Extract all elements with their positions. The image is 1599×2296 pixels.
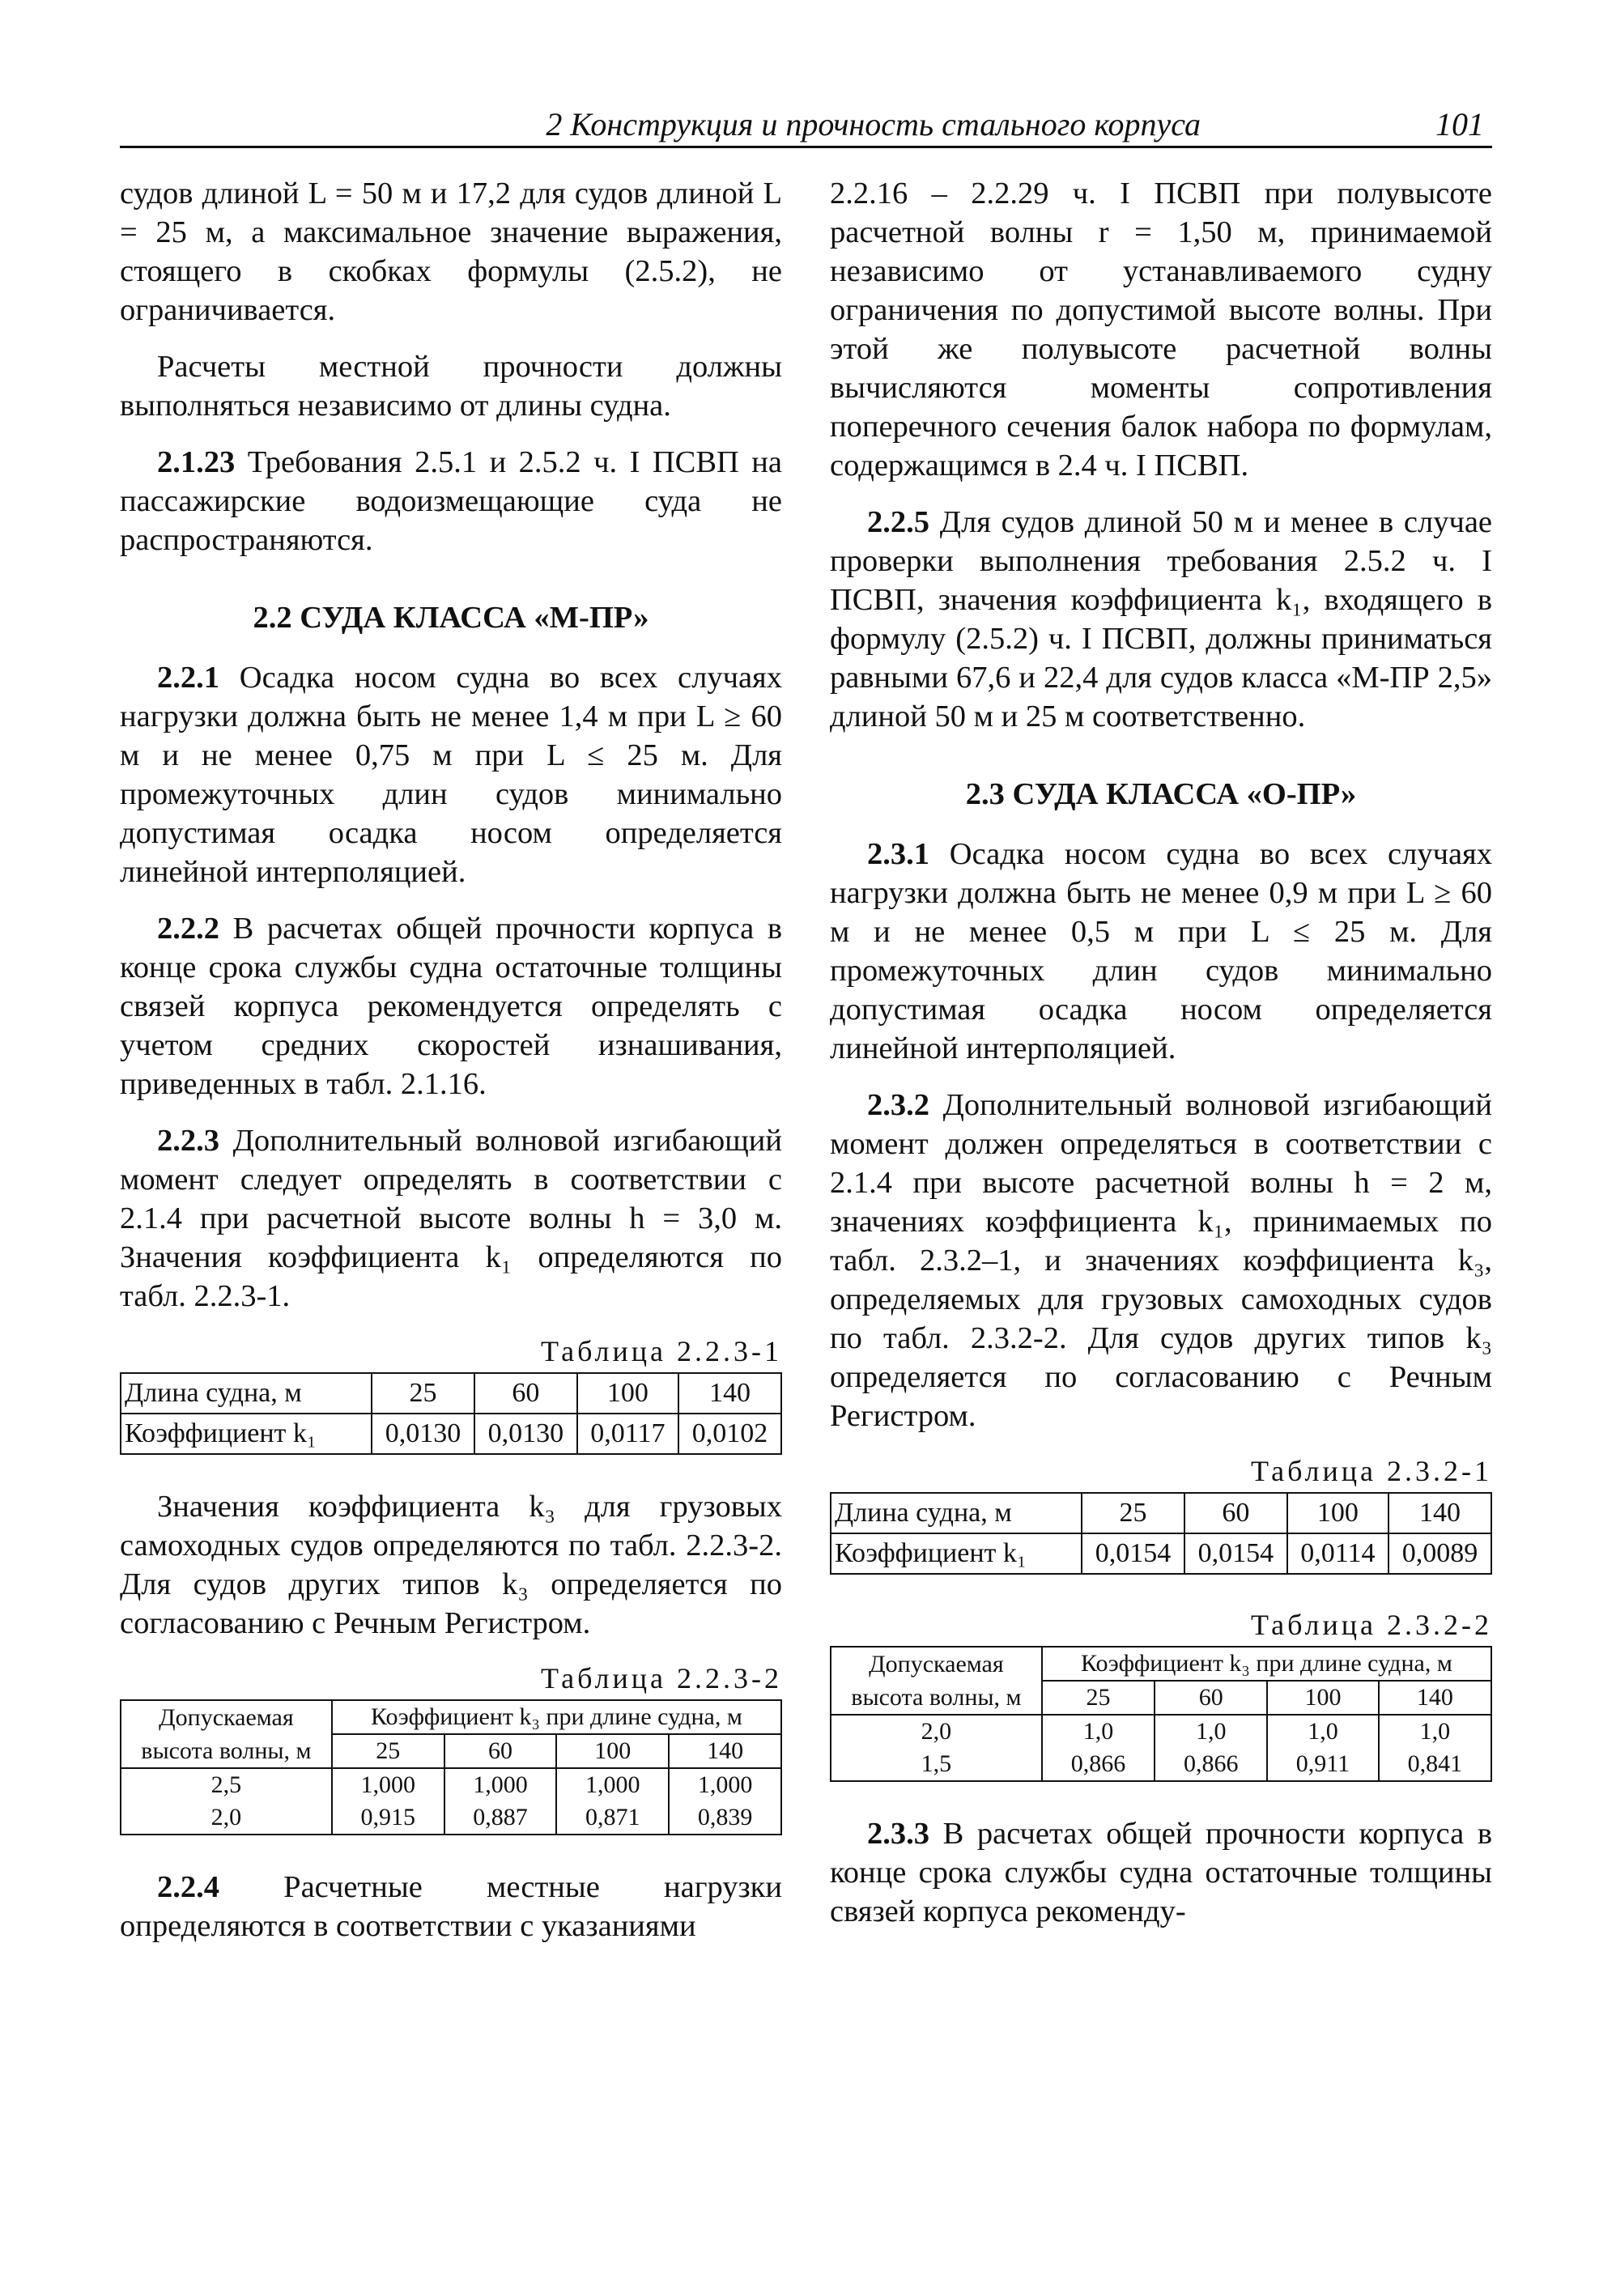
clause-2-2-3 [120,1121,782,1316]
table-cell: 0,0114 [1287,1533,1388,1574]
table-cell: 1,0 [1155,1715,1267,1748]
header-cell: 60 [444,1734,557,1768]
table-header-row [121,1734,781,1768]
table-cell: 2,5 [121,1768,332,1801]
table-row [831,1533,1491,1574]
clause-2-3-1 [830,835,1492,1068]
table-caption: Таблица 2.2.3-2 [541,1662,782,1694]
header-cell: высота волны, м [121,1734,332,1768]
header-cell: Допускаемая [831,1647,1042,1681]
table-header-row [121,1700,781,1734]
table-cell: 100 [577,1373,678,1414]
clause-2-1-23 [120,443,782,559]
table-cell: 1,0 [1379,1715,1491,1748]
clause-text: Дополнительный волновой изгибающий момент должен определяться в соответствии с 2.1.4 при высоте расчетной волны h = 2 м, значениях коэффициента k₁, принимаемых по табл. 2.3.2–1, и значениях коэффициента k₃, определяемых для грузовых самоходных судов по табл. 2.3.2-2. Для судов других типов k₃ определяется по согласованию с Речным Регистром. [830,1088,1492,1433]
clause-2-2-2 [120,909,782,1103]
table-row [831,1715,1491,1748]
table-cell: 2,0 [831,1715,1042,1748]
clause-number: 2.2.3 [157,1124,219,1158]
header-cell: высота волны, м [831,1681,1042,1715]
table-cell: 100 [1287,1493,1388,1533]
page-number: 101 [1435,106,1484,142]
table-row [121,1373,781,1414]
table-cell: 1,000 [669,1768,781,1801]
table-cell: 1,000 [332,1768,444,1801]
table-2-3-2-2 [830,1646,1492,1782]
table-cell: 0,866 [1155,1748,1267,1781]
table-cell: 0,887 [444,1801,557,1835]
table-cell: 0,0130 [372,1414,474,1454]
table-caption: Таблица 2.2.3-1 [541,1335,782,1367]
table-row [831,1493,1491,1533]
header-cell: 25 [1042,1681,1155,1715]
table-cell: 0,0130 [474,1414,577,1454]
table-cell: 0,911 [1267,1748,1378,1781]
table-header-row [831,1681,1491,1715]
table-caption: Таблица 2.3.2-1 [1251,1455,1492,1487]
clause-2-3-2 [830,1086,1492,1435]
table-row [121,1768,781,1801]
table-cell: 1,0 [1042,1715,1155,1748]
clause-text: Требования 2.5.1 и 2.5.2 ч. I ПСВП на пассажирские водоизмещающие суда не распространяются. [120,445,782,557]
clause-number: 2.3.3 [867,1817,929,1851]
clause-text: Расчетные местные нагрузки определяются в соответствии с указаниями [120,1870,782,1943]
table-cell: 25 [372,1373,474,1414]
paragraph [120,347,782,425]
paragraph: судов длиной L = 50 м и 17,2 для судов длиной L = 25 м, а максимальное значение выражения, стоящего в скобках формулы (2.5.2), не ограничивается. [120,176,782,327]
table-cell: 0,0117 [577,1414,678,1454]
table-cell: 60 [1184,1493,1287,1533]
table-cell: 0,871 [556,1801,669,1835]
clause-number: 2.1.23 [157,445,236,479]
clause-2-2-1 [120,658,782,891]
table-cell: 1,5 [831,1748,1042,1781]
table-cell: 0,866 [1042,1748,1155,1781]
paragraph: 2.2.16 – 2.2.29 ч. I ПСВП при полувысоте расчетной волны r = 1,50 м, принимаемой независимо от устанавливаемого судну ограничения по допустимой высоте волны. При этой же полувысоте расчетной волны вычисляются моменты сопротивления поперечного сечения балок набора по формулам, содержащимся в 2.4 ч. I ПСВП. [830,176,1492,483]
table-cell: 0,0154 [1082,1533,1184,1574]
table-cell: 60 [474,1373,577,1414]
left-column [120,174,782,1963]
table-cell: 0,0154 [1184,1533,1287,1574]
section-heading-2-3: 2.3 СУДА КЛАССА «О-ПР» [965,777,1357,811]
header-cell: 140 [1379,1681,1491,1715]
clause-number: 2.2.2 [157,912,219,946]
clause-2-2-4 [120,1868,782,1945]
table-cell: 0,841 [1379,1748,1491,1781]
clause-text: В расчетах общей прочности корпуса в конце срока службы судна остаточные толщины связей корпуса рекомендуется определять с учетом средних скоростей изнашивания, приведенных в табл. 2.1.16. [120,912,782,1101]
table-2-3-2-1 [830,1492,1492,1575]
table-row [831,1748,1491,1781]
right-column [830,174,1492,1949]
clause-text: Осадка носом судна во всех случаях нагрузки должна быть не менее 1,4 м при L ≥ 60 м и не менее 0,75 м при L ≤ 25 м. Для промежуточных длин судов минимально допустимая осадка носом определяется линейной интерполяцией. [120,661,782,889]
header-cell: 140 [669,1734,781,1768]
paragraph: Значения коэффициента k₃ для грузовых самоходных судов определяются по табл. 2.2.3-2. Для судов других типов k₃ определяется по согласованию с Речным Регистром. [120,1490,782,1640]
table-row [121,1414,781,1454]
clause-number: 2.2.4 [157,1870,219,1904]
table-cell: Длина судна, м [831,1493,1082,1533]
table-2-2-3-2 [120,1699,782,1835]
table-cell: 1,000 [556,1768,669,1801]
table-cell: 0,0089 [1388,1533,1491,1574]
header-cell: 60 [1155,1681,1267,1715]
header-cell: 100 [556,1734,669,1768]
paragraph-text: Расчеты местной прочности должны выполняться независимо от длины судна. [120,350,782,423]
table-cell: 1,0 [1267,1715,1378,1748]
running-header [120,105,1492,148]
section-heading-2-2: 2.2 СУДА КЛАССА «М-ПР» [253,601,649,635]
clause-text: Дополнительный волновой изгибающий момент следует определять в соответствии с 2.1.4 при расчетной высоте волны h = 3,0 м. Значения коэффициента k₁ определяются по табл. 2.2.3-1. [120,1124,782,1313]
clause-number: 2.3.1 [867,837,929,871]
table-cell: 140 [1388,1493,1491,1533]
header-cell: Коэффициент k₃ при длине судна, м [1042,1647,1491,1681]
header-cell: Коэффициент k₃ при длине судна, м [332,1700,781,1734]
table-cell: 1,000 [444,1768,557,1801]
table-cell: Коэффициент k₁ [121,1414,372,1454]
table-cell: 140 [678,1373,781,1414]
table-caption: Таблица 2.3.2-2 [1251,1609,1492,1641]
table-row [121,1801,781,1835]
header-cell: 25 [332,1734,444,1768]
header-cell: Допускаемая [121,1700,332,1734]
clause-number: 2.2.5 [867,505,929,539]
clause-text: Осадка носом судна во всех случаях нагрузки должна быть не менее 0,9 м при L ≥ 60 м и не менее 0,5 м при L ≤ 25 м. Для промежуточных длин судов минимально допустимая осадка носом определяется линейной интерполяцией. [830,837,1492,1065]
table-cell: Длина судна, м [121,1373,372,1414]
clause-2-2-5 [830,503,1492,736]
table-2-2-3-1 [120,1372,782,1455]
table-cell: 0,915 [332,1801,444,1835]
clause-number: 2.2.1 [157,661,219,695]
header-cell: 100 [1267,1681,1378,1715]
table-cell: 0,839 [669,1801,781,1835]
table-cell: Коэффициент k₁ [831,1533,1082,1574]
clause-text: В расчетах общей прочности корпуса в конце срока службы судна остаточные толщины связей корпуса рекоменду- [830,1817,1492,1928]
table-header-row [831,1647,1491,1681]
chapter-title: 2 Конструкция и прочность стального корпуса [546,106,1201,142]
clause-2-3-3 [830,1814,1492,1931]
table-cell: 0,0102 [678,1414,781,1454]
table-cell: 25 [1082,1493,1184,1533]
clause-number: 2.3.2 [867,1088,929,1122]
table-cell: 2,0 [121,1801,332,1835]
clause-text: Для судов длиной 50 м и менее в случае проверки выполнения требования 2.5.2 ч. I ПСВП, значения коэффициента k₁, входящего в формулу (2.5.2) ч. I ПСВП, должны приниматься равными 67,6 и 22,4 для судов класса «М-ПР 2,5» длиной 50 м и 25 м соответственно. [830,505,1492,733]
